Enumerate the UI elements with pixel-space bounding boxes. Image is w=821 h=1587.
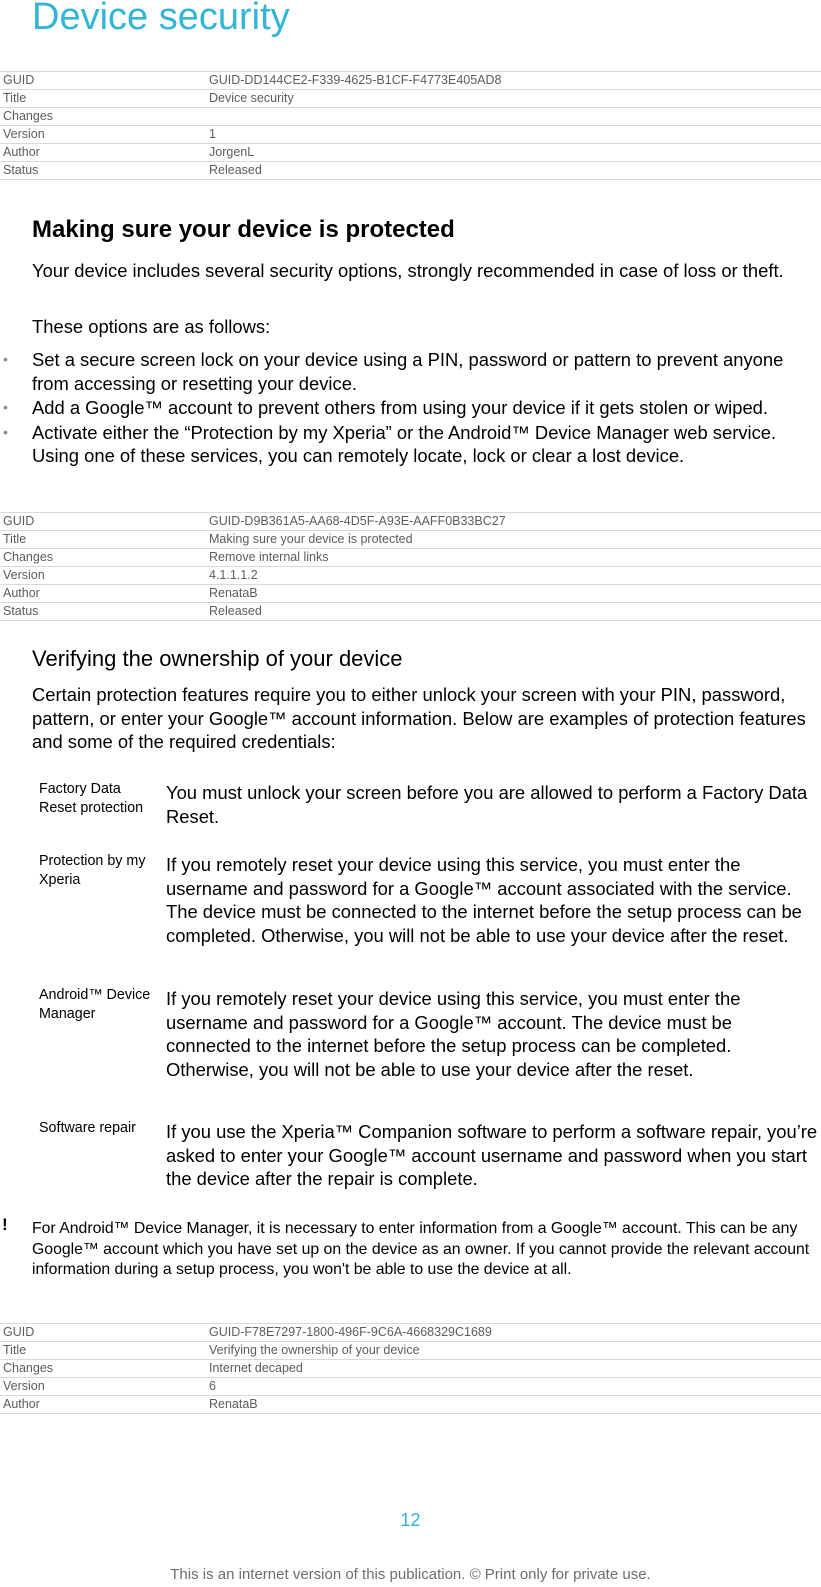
bullet-icon: • xyxy=(3,399,8,415)
meta-key: Title xyxy=(3,1343,27,1357)
meta-row xyxy=(0,162,821,180)
meta-value: Making sure your device is protected xyxy=(209,532,413,546)
feature-name: Software repair xyxy=(39,1120,136,1136)
meta-row xyxy=(0,567,821,585)
meta-row xyxy=(0,1342,821,1360)
bullet-list xyxy=(0,348,821,468)
meta-value: JorgenL xyxy=(209,145,255,159)
meta-value: 1 xyxy=(209,127,216,141)
meta-key: GUID xyxy=(3,1325,35,1339)
meta-key: Version xyxy=(3,1379,45,1393)
meta-row xyxy=(0,1378,821,1396)
meta-row xyxy=(0,1396,821,1414)
meta-key: Title xyxy=(3,91,27,105)
meta-row xyxy=(0,1324,821,1342)
meta-value: Remove internal links xyxy=(209,550,329,564)
section-lead: These options are as follows: xyxy=(32,316,271,337)
meta-row xyxy=(0,549,821,567)
feature-name: Factory Data Reset protection xyxy=(39,781,144,816)
meta-value: GUID-DD144CE2-F339-4625-B1CF-F4773E405AD8 xyxy=(209,73,502,87)
meta-value: GUID-F78E7297-1800-496F-9C6A-4668329C1689 xyxy=(209,1325,492,1339)
feature-description: If you use the Xperia™ Companion software to perform a software repair, you’re asked to enter your Google™ account username and password when you start the device after the repair is complete. xyxy=(166,1121,818,1189)
feature-description: If you remotely reset your device using this service, you must enter the username and password for a Google™ account associated with the service. The device must be connected to the internet before the setup process can be completed. Otherwise, you will not be able to use your device after the reset. xyxy=(166,854,802,946)
meta-key: Version xyxy=(3,127,45,141)
meta-key: Author xyxy=(3,586,40,600)
section-heading-protected: Making sure your device is protected xyxy=(32,216,455,243)
meta-value: GUID-D9B361A5-AA68-4D5F-A93E-AAFF0B33BC27 xyxy=(209,514,506,528)
note-text: For Android™ Device Manager, it is necessary to enter information from a Google™ account. This can be any Google™ account which you have set up on the device as an owner. If you cannot provide the relevant account information during a setup process, you won't be able to use the device at all. xyxy=(32,1220,810,1278)
feature-description: If you remotely reset your device using this service, you must enter the username and password for a Google™ account. The device must be connected to the internet before the setup process can be completed. Otherwise, you will not be able to use your device after the reset. xyxy=(166,988,741,1080)
meta-row xyxy=(0,1360,821,1378)
meta-key: Changes xyxy=(3,550,54,564)
section-intro: Certain protection features require you to either unlock your screen with your PIN, password, pattern, or enter your Google™ account information. Below are examples of protection features and some of the required credentials: xyxy=(32,684,806,752)
metadata-table-3 xyxy=(0,1323,821,1414)
page-title: Device security xyxy=(32,0,290,38)
meta-value: Released xyxy=(209,163,262,177)
section-heading-verifying: Verifying the ownership of your device xyxy=(32,646,403,671)
meta-key: Author xyxy=(3,1397,40,1411)
bullet-text: Set a secure screen lock on your device using a PIN, password or pattern to prevent anyone from accessing or resetting your device. xyxy=(32,349,784,394)
meta-key: Author xyxy=(3,145,40,159)
feature-name: Android™ Device Manager xyxy=(39,987,151,1022)
meta-value: Device security xyxy=(209,91,294,105)
meta-value: Released xyxy=(209,604,262,618)
feature-name: Protection by my Xperia xyxy=(39,853,146,888)
meta-value xyxy=(209,108,821,125)
bullet-icon: • xyxy=(3,351,8,367)
list-item xyxy=(0,421,817,468)
meta-row xyxy=(0,108,821,126)
meta-value: Verifying the ownership of your device xyxy=(209,1343,420,1357)
meta-key: Status xyxy=(3,604,39,618)
meta-value: Internet decaped xyxy=(209,1361,303,1375)
page-number: 12 xyxy=(400,1510,421,1530)
meta-row xyxy=(0,126,821,144)
meta-key: Changes xyxy=(3,1361,54,1375)
meta-value: RenataB xyxy=(209,1397,258,1411)
meta-row xyxy=(0,513,821,531)
meta-row xyxy=(0,585,821,603)
metadata-table-1 xyxy=(0,71,821,180)
list-item xyxy=(0,348,817,395)
meta-row xyxy=(0,90,821,108)
list-item xyxy=(0,396,817,420)
meta-value: RenataB xyxy=(209,586,258,600)
section-intro: Your device includes several security options, strongly recommended in case of loss or theft. xyxy=(32,260,784,281)
bullet-text: Add a Google™ account to prevent others from using your device if it gets stolen or wiped. xyxy=(32,397,769,418)
meta-key: Title xyxy=(3,532,27,546)
meta-row xyxy=(0,531,821,549)
meta-value: 4.1.1.1.2 xyxy=(209,568,258,582)
meta-value: 6 xyxy=(209,1379,216,1393)
meta-row xyxy=(0,72,821,90)
meta-key: Version xyxy=(3,568,45,582)
meta-key: GUID xyxy=(3,73,35,87)
meta-row xyxy=(0,603,821,621)
meta-key: Status xyxy=(3,163,39,177)
footer-note: This is an internet version of this publication. © Print only for private use. xyxy=(170,1566,651,1583)
meta-row xyxy=(0,144,821,162)
meta-key: Changes xyxy=(3,109,54,123)
metadata-table-2 xyxy=(0,512,821,621)
bullet-icon: • xyxy=(3,423,8,440)
warning-icon: ! xyxy=(2,1215,8,1234)
meta-key: GUID xyxy=(3,514,35,528)
feature-description: You must unlock your screen before you are allowed to perform a Factory Data Reset. xyxy=(166,782,808,827)
bullet-text: Activate either the “Protection by my Xperia” or the Android™ Device Manager web service. Using one of these services, you can remotely locate, lock or clear a lost device. xyxy=(32,421,777,466)
